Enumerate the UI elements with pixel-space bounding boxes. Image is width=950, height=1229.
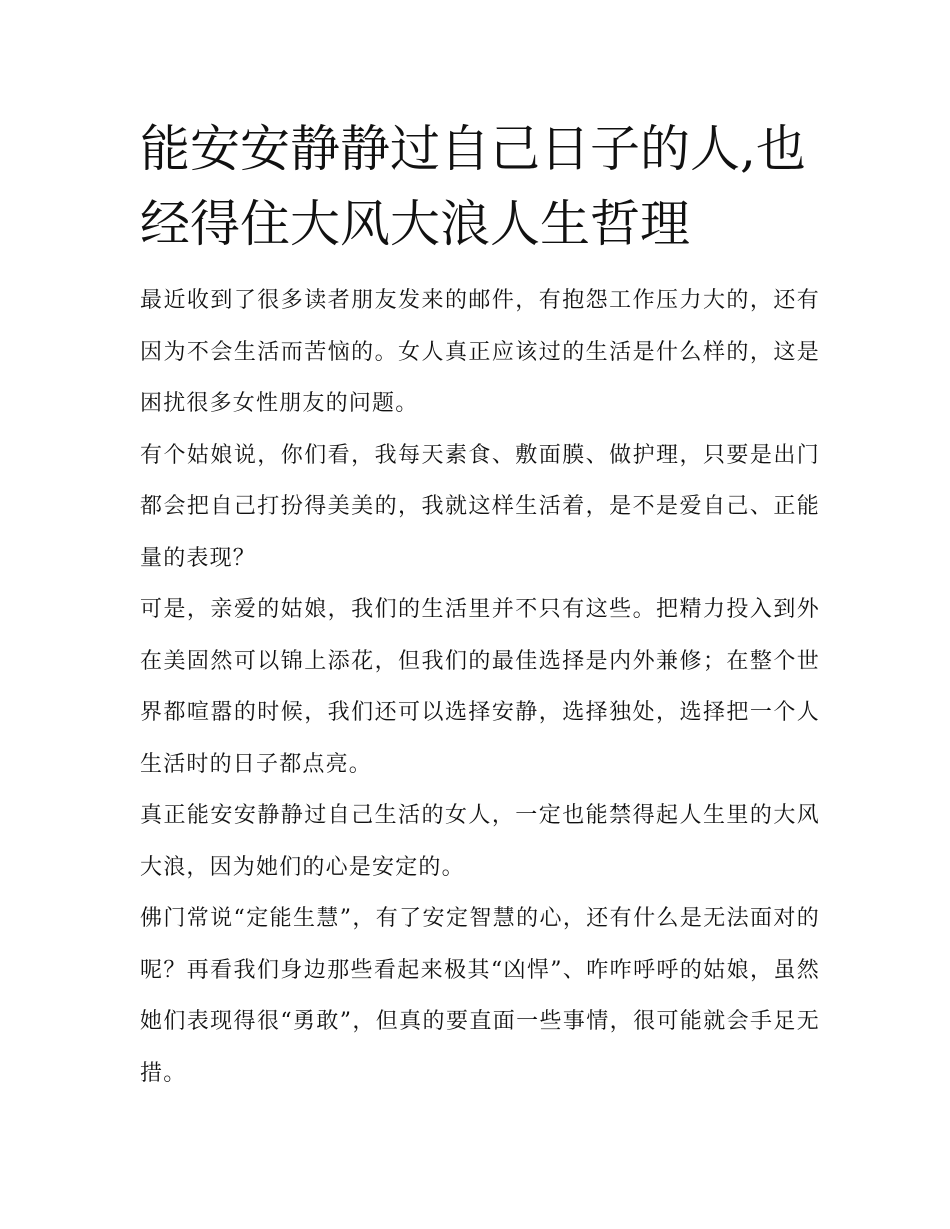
paragraph-5: 佛门常说“定能生慧”，有了安定智慧的心，还有什么是无法面对的呢？再看我们身边那些看起来极其“凶悍”、咋咋呼呼的姑娘，虽然她们表现得很“勇敢”，但真的要直面一些事情，很可能就会手足无措。 — [140, 906, 820, 1086]
paragraph-4: 真正能安安静静过自己生活的女人，一定也能禁得起人生里的大风大浪，因为她们的心是安定的。 — [140, 803, 820, 880]
paragraph-3: 可是，亲爱的姑娘，我们的生活里并不只有这些。把精力投入到外在美固然可以锦上添花，但我们的最佳选择是内外兼修；在整个世界都喧嚣的时候，我们还可以选择安静，选择独处，选择把一个人生活时的日子都点亮。 — [140, 597, 820, 777]
document-content — [140, 112, 820, 1099]
paragraph-1: 最近收到了很多读者朋友发来的邮件，有抱怨工作压力大的，还有因为不会生活而苦恼的。女人真正应该过的生活是什么样的，这是困扰很多女性朋友的问题。 — [140, 288, 820, 416]
article-body — [140, 275, 820, 1099]
page-title: 能安安静静过自己日子的人,也经得住大风大浪人生哲理 — [140, 120, 806, 253]
paragraph-2: 有个姑娘说，你们看，我每天素食、敷面膜、做护理，只要是出门都会把自己打扮得美美的，我就这样生活着，是不是爱自己、正能量的表现？ — [140, 442, 820, 571]
